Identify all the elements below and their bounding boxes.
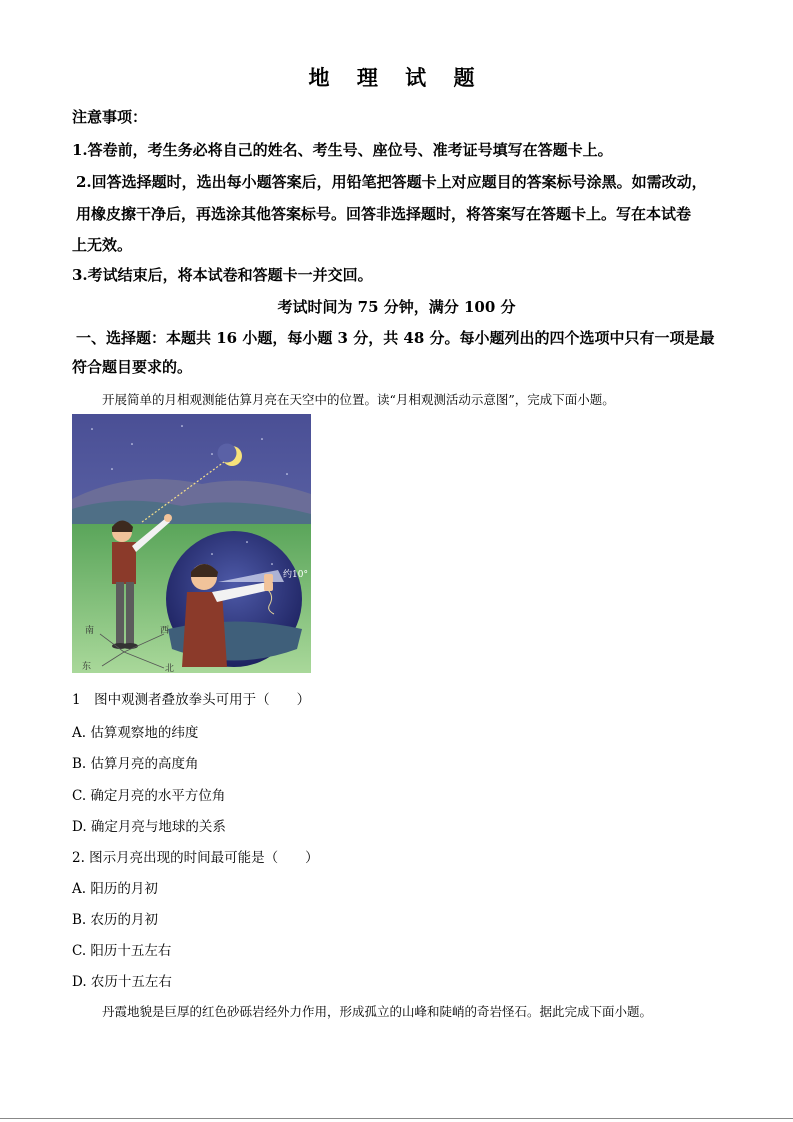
question-1-option-d: D. 确定月亮与地球的关系 xyxy=(72,819,226,835)
moon-observation-figure xyxy=(72,414,311,673)
section-1-heading-line-2: 符合题目要求的。 xyxy=(72,358,193,376)
question-2-stem: 2. 图示月亮出现的时间最可能是（ ） xyxy=(72,850,319,866)
section-1-heading-line-1: 一、选择题：本题共 16 小题，每小题 3 分，共 48 分。每小题列出的四个选项中只有一项是最 xyxy=(76,329,715,347)
question-2-option-d: D. 农历十五左右 xyxy=(72,974,172,990)
exam-info: 考试时间为 75 分钟，满分 100 分 xyxy=(277,298,516,316)
notice-heading: 注意事项： xyxy=(72,108,148,126)
question-1-option-b: B. 估算月亮的高度角 xyxy=(72,756,199,772)
notice-item-2-line-1: 2.回答选择题时，选出每小题答案后，用铅笔把答题卡上对应题目的答案标号涂黑。如需改动， xyxy=(76,173,707,191)
notice-item-2-line-2: 用橡皮擦干净后，再选涂其他答案标号。回答非选择题时，将答案写在答题卡上。写在本试卷 xyxy=(76,205,692,223)
direction-north-label: 北 xyxy=(165,664,175,674)
direction-east-label: 东 xyxy=(82,662,92,672)
question-2-option-a: A. 阳历的月初 xyxy=(72,881,158,897)
question-1-option-c: C. 确定月亮的水平方位角 xyxy=(72,788,226,804)
question-2-option-c: C. 阳历十五左右 xyxy=(72,943,172,959)
question-2-option-b: B. 农历的月初 xyxy=(72,912,159,928)
notice-item-3: 3.考试结束后，将本试卷和答题卡一并交回。 xyxy=(72,266,373,284)
page-bottom-rule xyxy=(0,1118,793,1119)
direction-south-label: 南 xyxy=(85,626,95,636)
question-1-stem: 1 图中观测者叠放拳头可用于（ ） xyxy=(72,692,311,708)
intro-text-2: 丹霞地貌是巨厚的红色砂砾岩经外力作用，形成孤立的山峰和陡峭的奇岩怪石。据此完成下面小题。 xyxy=(102,1004,653,1019)
question-1-option-a: A. 估算观察地的纬度 xyxy=(72,725,199,741)
notice-item-1: 1.答卷前，考生务必将自己的姓名、考生号、座位号、准考证号填写在答题卡上。 xyxy=(72,141,613,159)
notice-item-2-line-3: 上无效。 xyxy=(72,236,133,254)
angle-label: 约10° xyxy=(283,570,308,580)
page-title: 地 理 试 题 xyxy=(308,65,485,90)
direction-west-label: 西 xyxy=(160,626,170,636)
intro-text-1: 开展简单的月相观测能估算月亮在天空中的位置。读“月相观测活动示意图”，完成下面小题。 xyxy=(102,392,615,407)
